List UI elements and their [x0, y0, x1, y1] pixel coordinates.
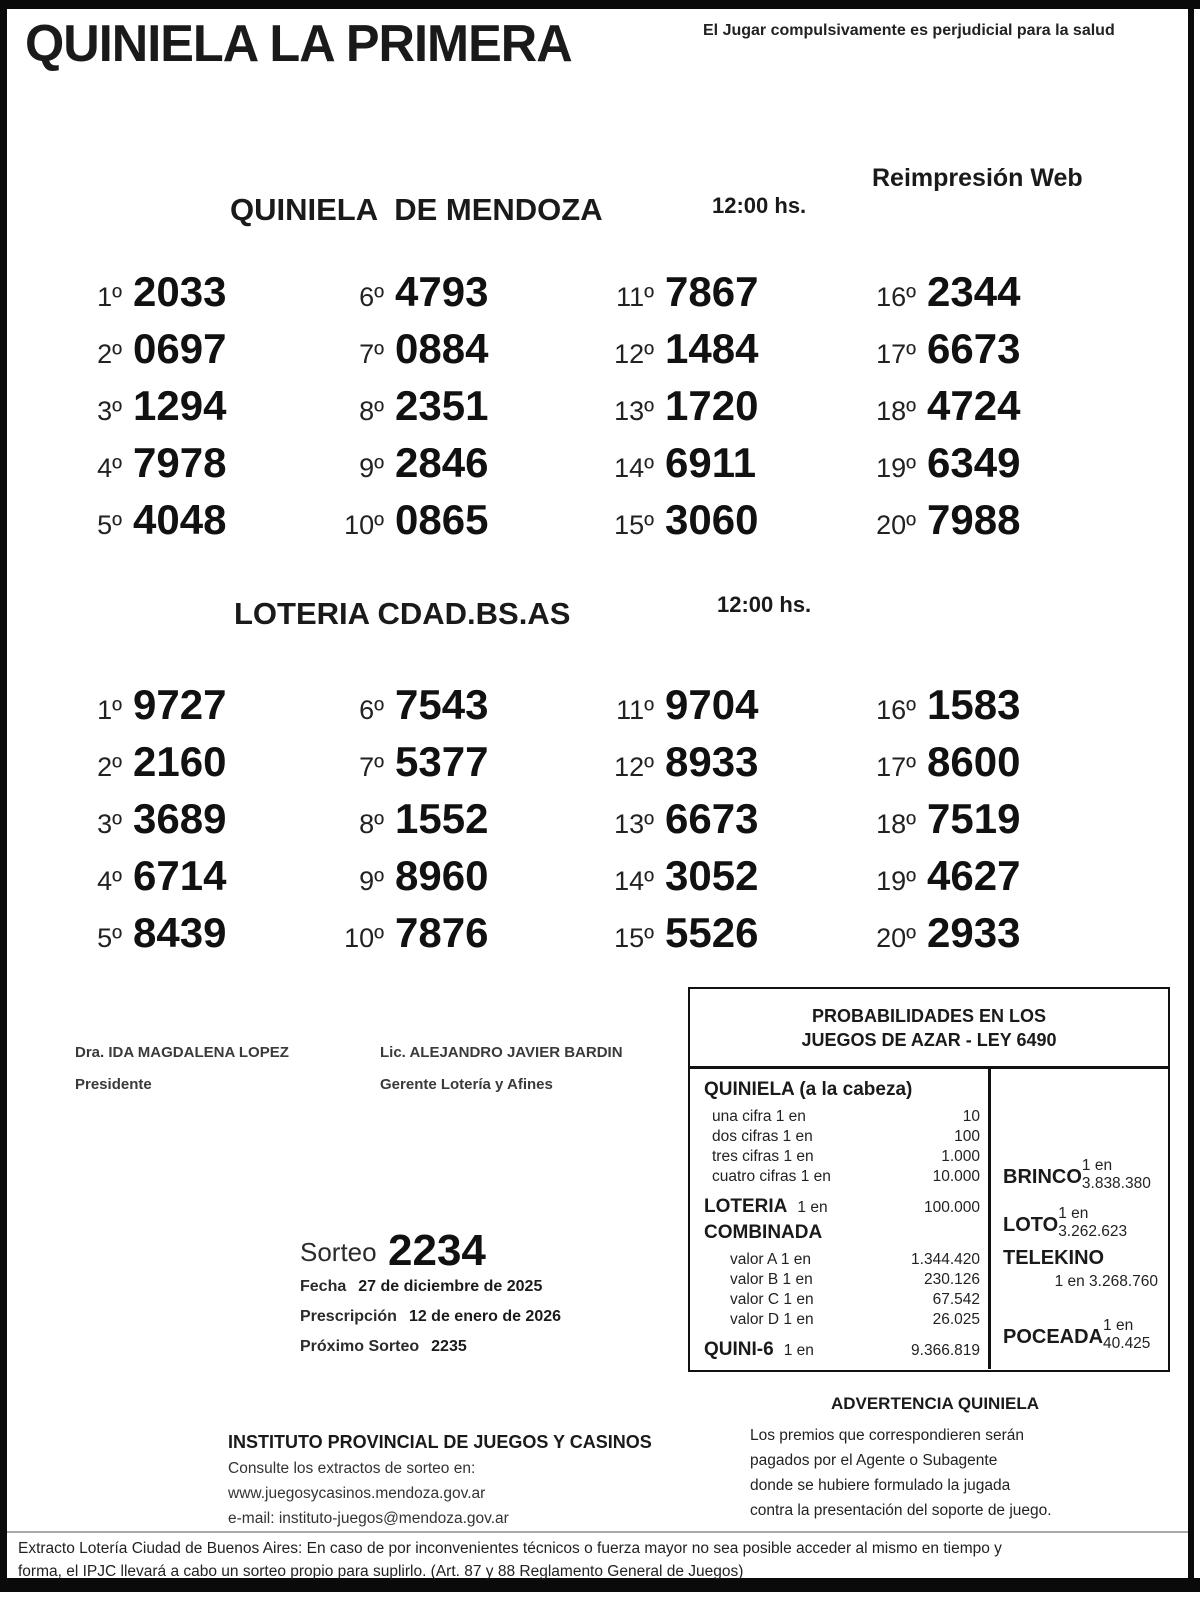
result-number: 5526 [665, 909, 759, 956]
result-position: 1º [97, 282, 122, 312]
loto-value: 1 en 3.262.623 [1058, 1205, 1128, 1240]
proximo-value: 2235 [431, 1338, 467, 1355]
result-position: 16º [876, 282, 916, 312]
result-number: 7543 [395, 681, 489, 728]
probabilities-left-column [690, 1069, 991, 1369]
result-cell [600, 847, 862, 904]
probability-row [704, 1107, 980, 1127]
probability-row [704, 1270, 980, 1290]
result-number: 0865 [395, 496, 489, 543]
result-cell [600, 733, 862, 790]
result-position: 14º [614, 866, 654, 896]
result-position: 8º [359, 809, 384, 839]
fecha-label: Fecha [300, 1278, 347, 1295]
prescripcion-value: 12 de enero de 2026 [408, 1308, 562, 1325]
result-cell [862, 790, 1128, 847]
result-position: 6º [359, 695, 384, 725]
result-cell [68, 676, 330, 733]
result-cell [330, 790, 600, 847]
result-number: 2160 [133, 738, 227, 785]
result-cell [330, 491, 600, 548]
result-position: 5º [97, 510, 122, 540]
result-cell [330, 676, 600, 733]
probability-label: valor D 1 en [730, 1311, 814, 1328]
instituto-website: www.juegosycasinos.mendoza.gov.ar [228, 1485, 486, 1502]
sorteo-number: 2234 [388, 1226, 486, 1275]
result-position: 13º [614, 396, 654, 426]
section-title-mendoza: QUINIELA DE MENDOZA [230, 192, 603, 227]
probability-value: 230.126 [923, 1271, 980, 1288]
result-cell [862, 434, 1128, 491]
result-position: 3º [97, 396, 122, 426]
result-position: 7º [359, 339, 384, 369]
page-title: QUINIELA LA PRIMERA [25, 15, 572, 73]
result-number: 8933 [665, 738, 759, 785]
signature-block-gerente [380, 1044, 623, 1093]
result-cell [330, 847, 600, 904]
result-number: 1720 [665, 382, 759, 429]
probability-row [704, 1167, 980, 1187]
probability-value: 10 [962, 1108, 980, 1125]
result-position: 19º [876, 453, 916, 483]
advertencia-block [700, 1394, 1170, 1523]
result-position: 5º [97, 923, 122, 953]
page-border-top [0, 0, 1200, 9]
result-cell [68, 847, 330, 904]
telekino-label: TELEKINO [1003, 1247, 1105, 1269]
probability-label: tres cifras 1 en [712, 1148, 814, 1165]
results-grid-mendoza [68, 263, 1143, 548]
result-cell [600, 904, 862, 961]
result-cell [600, 434, 862, 491]
result-number: 7867 [665, 268, 759, 315]
result-number: 8960 [395, 852, 489, 899]
draw-date-row [300, 1278, 542, 1296]
result-cell [330, 904, 600, 961]
result-cell [600, 320, 862, 377]
result-number: 1583 [927, 681, 1021, 728]
result-cell [68, 434, 330, 491]
result-number: 6349 [927, 439, 1021, 486]
result-cell [600, 676, 862, 733]
result-cell [862, 733, 1128, 790]
instituto-name: INSTITUTO PROVINCIAL DE JUEGOS Y CASINOS [228, 1432, 652, 1452]
probability-row [704, 1310, 980, 1330]
quini6-value: 9.366.819 [911, 1342, 980, 1359]
probability-row [704, 1127, 980, 1147]
result-cell [862, 904, 1128, 961]
poceada-label: POCEADA [1003, 1326, 1104, 1348]
probability-label: valor A 1 en [730, 1251, 812, 1268]
probability-label: valor C 1 en [730, 1291, 814, 1308]
loteria-label: LOTERIA [704, 1196, 788, 1217]
quini6-probability-row [704, 1339, 980, 1361]
footer-note [18, 1537, 1178, 1583]
brinco-probability-row [1003, 1153, 1158, 1192]
result-number: 3052 [665, 852, 759, 899]
footer-separator [7, 1531, 1188, 1533]
result-cell [600, 491, 862, 548]
poceada-probability-row [1003, 1313, 1158, 1352]
brinco-value: 1 en 3.838.380 [1081, 1157, 1151, 1192]
probabilities-title-line2: JUEGOS DE AZAR - LEY 6490 [801, 1030, 1057, 1050]
probability-label: cuatro cifras 1 en [712, 1168, 831, 1185]
result-position: 1º [97, 695, 122, 725]
result-number: 5377 [395, 738, 489, 785]
page-border-right [1188, 0, 1194, 1592]
result-number: 6714 [133, 852, 227, 899]
signature-name: Lic. ALEJANDRO JAVIER BARDIN [380, 1044, 623, 1061]
advertencia-line: donde se hubiere formulado la jugada [750, 1477, 1011, 1494]
signature-role: Presidente [75, 1076, 152, 1093]
result-cell [330, 434, 600, 491]
result-number: 9704 [665, 681, 759, 728]
probability-value: 1.344.420 [911, 1251, 980, 1268]
result-number: 4793 [395, 268, 489, 315]
result-cell [68, 733, 330, 790]
result-number: 4724 [927, 382, 1021, 429]
result-number: 6911 [665, 439, 757, 486]
footer-note-line1: Extracto Lotería Ciudad de Buenos Aires: En caso de por inconvenientes técnicos o fuerza mayor no sea posible acceder al mismo en tiempo y [18, 1540, 1002, 1557]
result-position: 11º [616, 695, 654, 725]
telekino-probability-row [1003, 1247, 1158, 1291]
loteria-mid: 1 en [797, 1199, 828, 1216]
sorteo-label: Sorteo [300, 1237, 377, 1267]
result-cell [862, 676, 1128, 733]
signature-name: Dra. IDA MAGDALENA LOPEZ [75, 1044, 289, 1061]
probability-row [704, 1250, 980, 1270]
result-number: 6673 [927, 325, 1021, 372]
loteria-value: 100.000 [923, 1199, 980, 1216]
result-position: 9º [359, 866, 384, 896]
result-position: 20º [876, 510, 916, 540]
signature-block-presidente [75, 1044, 289, 1093]
result-position: 18º [876, 396, 916, 426]
fecha-value: 27 de diciembre de 2025 [358, 1278, 543, 1295]
result-position: 4º [97, 453, 122, 483]
result-cell [600, 263, 862, 320]
result-cell [862, 377, 1128, 434]
result-number: 0884 [395, 325, 489, 372]
result-number: 2351 [395, 382, 489, 429]
result-number: 3060 [665, 496, 759, 543]
advertencia-line: contra la presentación del soporte de juego. [750, 1502, 1052, 1519]
probability-value: 26.025 [932, 1311, 980, 1328]
probabilities-right-column [991, 1069, 1168, 1369]
reprint-label: Reimpresión Web [872, 164, 1083, 192]
result-cell [330, 320, 600, 377]
result-cell [330, 377, 600, 434]
probabilities-title-line1: PROBABILIDADES EN LOS [811, 1006, 1047, 1026]
result-position: 10º [344, 923, 384, 953]
result-position: 6º [359, 282, 384, 312]
next-draw-row [300, 1338, 467, 1356]
result-cell [68, 491, 330, 548]
result-cell [862, 320, 1128, 377]
probabilities-box [688, 987, 1170, 1372]
result-position: 12º [614, 752, 654, 782]
page-border-left [0, 0, 7, 1592]
advertencia-line: pagados por el Agente o Subagente [750, 1452, 998, 1469]
result-position: 4º [97, 866, 122, 896]
loto-label: LOTO [1003, 1214, 1059, 1236]
result-number: 7978 [133, 439, 227, 486]
result-number: 9727 [133, 681, 227, 728]
result-cell [330, 733, 600, 790]
result-position: 9º [359, 453, 384, 483]
result-number: 8600 [927, 738, 1021, 785]
section-title-bsas: LOTERIA CDAD.BS.AS [234, 596, 571, 631]
telekino-value: 1 en 3.268.760 [1054, 1273, 1158, 1290]
result-number: 0697 [133, 325, 227, 372]
result-position: 2º [97, 752, 122, 782]
result-position: 12º [614, 339, 654, 369]
result-number: 2846 [395, 439, 489, 486]
prescripcion-label: Prescripción [300, 1308, 397, 1325]
loto-probability-row [1003, 1201, 1158, 1240]
result-position: 18º [876, 809, 916, 839]
result-number: 1552 [395, 795, 489, 842]
probability-value: 67.542 [932, 1291, 980, 1308]
result-cell [68, 263, 330, 320]
results-grid-bsas [68, 676, 1143, 961]
result-position: 16º [876, 695, 916, 725]
probability-row [704, 1147, 980, 1167]
result-number: 8439 [133, 909, 227, 956]
result-position: 13º [614, 809, 654, 839]
result-position: 3º [97, 809, 122, 839]
result-number: 2344 [927, 268, 1021, 315]
result-position: 8º [359, 396, 384, 426]
quini6-mid: 1 en [783, 1342, 814, 1359]
result-number: 2033 [133, 268, 227, 315]
instituto-consulte: Consulte los extractos de sorteo en: [228, 1460, 476, 1477]
result-cell [862, 491, 1128, 548]
signature-role: Gerente Lotería y Afines [380, 1076, 553, 1093]
draw-time-bsas: 12:00 hs. [717, 592, 812, 617]
quini6-label: QUINI-6 [704, 1339, 774, 1360]
combinada-header: COMBINADA [704, 1222, 823, 1243]
result-cell [330, 263, 600, 320]
probability-label: una cifra 1 en [712, 1108, 806, 1125]
result-position: 17º [876, 339, 916, 369]
probability-label: dos cifras 1 en [712, 1128, 813, 1145]
brinco-label: BRINCO [1003, 1166, 1082, 1188]
draw-time-mendoza: 12:00 hs. [712, 193, 807, 218]
result-position: 11º [616, 282, 654, 312]
probability-value: 1.000 [941, 1148, 980, 1165]
result-cell [68, 320, 330, 377]
result-number: 2933 [927, 909, 1021, 956]
result-cell [600, 790, 862, 847]
probability-row [704, 1290, 980, 1310]
result-position: 10º [344, 510, 384, 540]
advertencia-line: Los premios que correspondieren serán [750, 1427, 1024, 1444]
result-number: 7519 [927, 795, 1021, 842]
result-number: 4048 [133, 496, 227, 543]
advertencia-title: ADVERTENCIA QUINIELA [830, 1394, 1040, 1413]
result-cell [68, 790, 330, 847]
result-position: 14º [614, 453, 654, 483]
result-number: 6673 [665, 795, 759, 842]
instituto-block [228, 1432, 652, 1528]
result-position: 19º [876, 866, 916, 896]
poceada-value: 1 en 40.425 [1103, 1317, 1151, 1352]
health-warning: El Jugar compulsivamente es perjudicial para la salud [703, 22, 1115, 39]
proximo-label: Próximo Sorteo [300, 1338, 420, 1355]
result-position: 17º [876, 752, 916, 782]
draw-prescription-row [300, 1308, 561, 1326]
loteria-probability-row [704, 1196, 980, 1218]
result-position: 7º [359, 752, 384, 782]
result-cell [862, 263, 1128, 320]
result-position: 15º [614, 510, 654, 540]
result-number: 1484 [665, 325, 759, 372]
result-number: 7988 [927, 496, 1021, 543]
probability-label: valor B 1 en [730, 1271, 813, 1288]
probability-value: 100 [954, 1128, 980, 1145]
result-position: 2º [97, 339, 122, 369]
result-number: 1294 [133, 382, 227, 429]
quiniela-probability-header: QUINIELA (a la cabeza) [704, 1079, 913, 1100]
result-cell [68, 904, 330, 961]
result-cell [862, 847, 1128, 904]
instituto-email: e-mail: instituto-juegos@mendoza.gov.ar [228, 1510, 509, 1527]
result-position: 15º [614, 923, 654, 953]
result-number: 3689 [133, 795, 227, 842]
result-cell [600, 377, 862, 434]
result-number: 7876 [395, 909, 489, 956]
result-cell [68, 377, 330, 434]
result-number: 4627 [927, 852, 1021, 899]
footer-note-line2: forma, el IPJC llevará a cabo un sorteo propio para suplirlo. (Art. 87 y 88 Reglamento General de Juegos) [18, 1563, 744, 1580]
probabilities-title [690, 989, 1168, 1069]
result-position: 20º [876, 923, 916, 953]
probability-value: 10.000 [932, 1168, 980, 1185]
